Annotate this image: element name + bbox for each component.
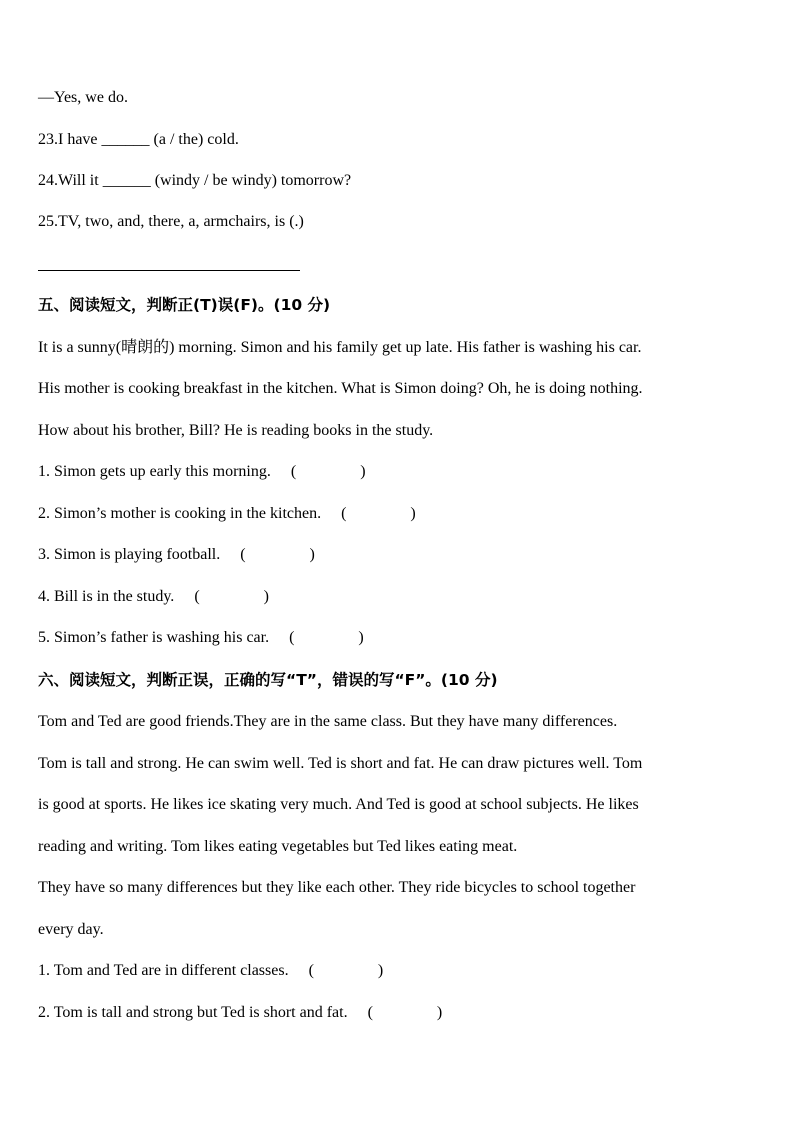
- section-5-item-5: [38, 628, 754, 648]
- section-5-item-3: [38, 545, 754, 565]
- section-6-passage-line: Tom is tall and strong. He can swim well. Ted is short and fat. He can draw pictures well. Tom: [38, 755, 643, 772]
- section-5-heading: 五、阅读短文，判断正(T)误(F)。(10 分): [38, 296, 331, 314]
- section-6-item-1: [38, 961, 754, 981]
- answer-blank[interactable]: ( ): [367, 1004, 443, 1021]
- section-6-item-2: [38, 1003, 754, 1023]
- item-text: 4. Bill is in the study.: [38, 588, 175, 605]
- question-25: 25.TV, two, and, there, a, armchairs, is (.): [38, 213, 304, 230]
- answer-blank[interactable]: ( ): [240, 546, 315, 563]
- section-6-passage-line: reading and writing. Tom likes eating vegetables but Ted likes eating meat.: [38, 838, 518, 855]
- answer-blank[interactable]: ( ): [341, 505, 416, 522]
- question-23: 23.I have ______ (a / the) cold.: [38, 131, 239, 148]
- section-6-passage-line: Tom and Ted are good friends.They are in the same class. But they have many differences.: [38, 713, 618, 730]
- answer-underline: [38, 270, 300, 271]
- section-5-passage-line: How about his brother, Bill? He is reading books in the study.: [38, 422, 434, 439]
- section-5-item-2: [38, 504, 754, 524]
- section-6-heading: 六、阅读短文，判断正误，正确的写“T”，错误的写“F”。(10 分): [38, 671, 498, 689]
- answer-blank[interactable]: ( ): [194, 588, 269, 605]
- item-text: 2. Tom is tall and strong but Ted is short and fat.: [38, 1004, 348, 1021]
- item-text: 3. Simon is playing football.: [38, 546, 221, 563]
- section-6-passage-line: They have so many differences but they like each other. They ride bicycles to school together: [38, 879, 636, 896]
- item-text: 5. Simon’s father is washing his car.: [38, 629, 270, 646]
- section-5-item-1: [38, 462, 754, 482]
- question-24: 24.Will it ______ (windy / be windy) tomorrow?: [38, 172, 352, 189]
- section-5-item-4: [38, 587, 754, 607]
- answer-line: —Yes, we do.: [38, 89, 128, 106]
- section-5-passage-line: It is a sunny(晴朗的) morning. Simon and his family get up late. His father is washing his car.: [38, 339, 642, 356]
- item-text: 1. Tom and Ted are in different classes.: [38, 962, 289, 979]
- answer-blank[interactable]: ( ): [308, 962, 384, 979]
- section-6-passage-line: every day.: [38, 921, 104, 938]
- answer-blank[interactable]: ( ): [290, 463, 366, 480]
- section-6-passage-line: is good at sports. He likes ice skating very much. And Ted is good at school subjects. He likes: [38, 796, 639, 813]
- item-text: 2. Simon’s mother is cooking in the kitchen.: [38, 505, 322, 522]
- item-text: 1. Simon gets up early this morning.: [38, 463, 271, 480]
- answer-blank[interactable]: ( ): [289, 629, 364, 646]
- section-5-passage-line: His mother is cooking breakfast in the kitchen. What is Simon doing? Oh, he is doing nothing.: [38, 380, 643, 397]
